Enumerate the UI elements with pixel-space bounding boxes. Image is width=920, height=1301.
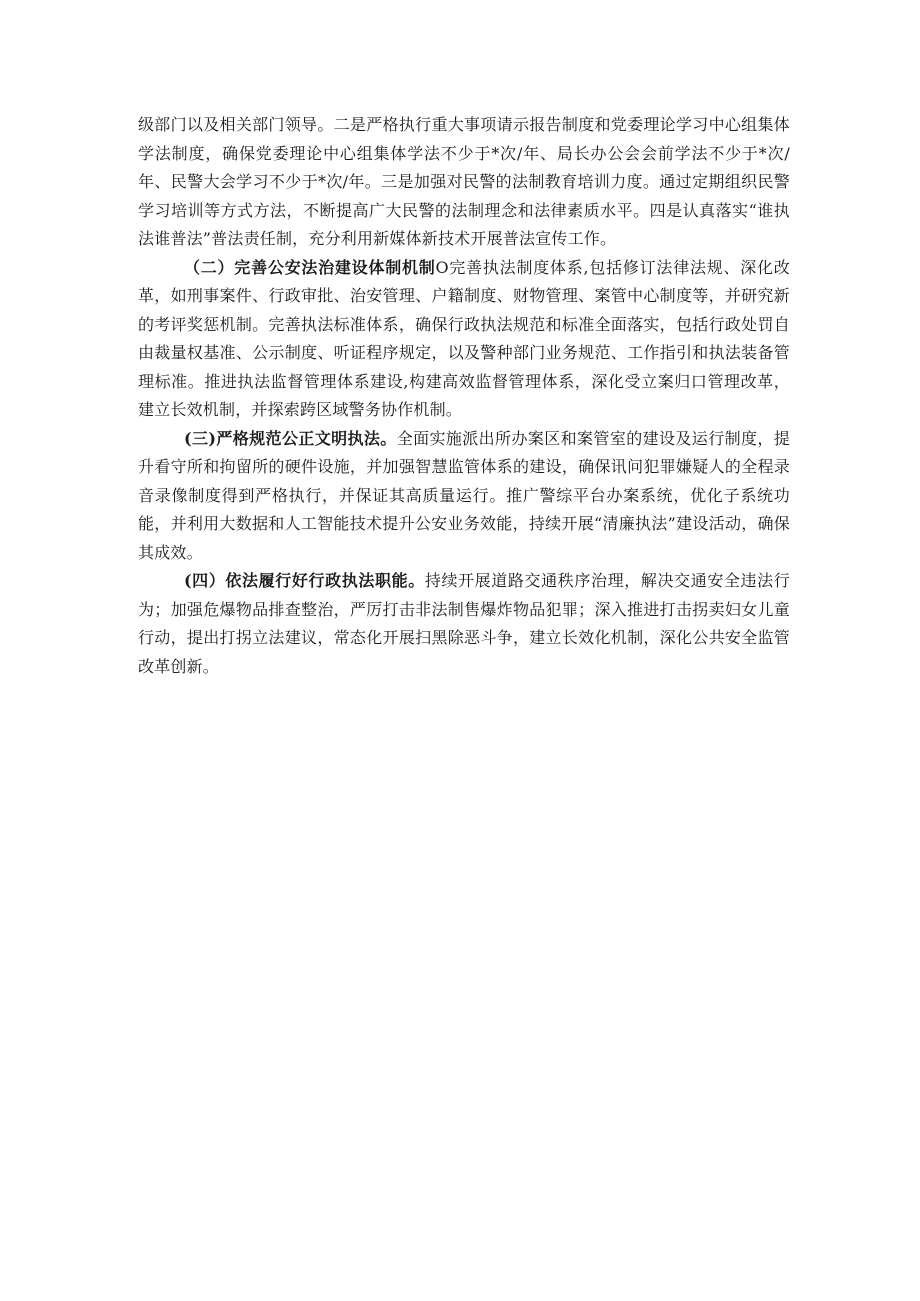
section-heading: （二）完善公安法治建设体制机制 [184,257,436,277]
section-heading: (三)严格规范公正文明执法。 [184,428,397,448]
paragraph-text: 级部门以及相关部门领导。二是严格执行重大事项请示报告制度和党委理论学习中心组集体学法制度，确保党委理论中心组集体学法不少于*次/年、局长办公会会前学法不少于*次/年、民警大会学习不少于*次/年。三是加强对民警的法制教育培训力度。通过定期组织民警学习培训等方式方法，不断提高广大民警的法制理念和法律素质水平。四是认真落实“谁执法谁普法”普法责任制，充分利用新媒体新技术开展普法宣传工作。 [138,115,790,248]
paragraph-section-4 [138,567,790,681]
paragraph-text: 持续开展道路交通秩序治理，解决交通安全违法行为；加强危爆物品排查整治，严厉打击非法制售爆炸物品犯罪；深入推进打击拐卖妇女儿童行动，提出打拐立法建议，常态化开展扫黑除恶斗争，建立长效化机制，深化公共安全监管改革创新。 [138,571,790,676]
paragraph-text: 全面实施派出所办案区和案管室的建设及运行制度，提升看守所和拘留所的硬件设施，并加强智慧监管体系的建设，确保讯问犯罪嫌疑人的全程录音录像制度得到严格执行，并保证其高质量运行。推广警综平台办案系统，优化子系统功能，并利用大数据和人工智能技术提升公安业务效能，持续开展“清廉执法”建设活动，确保其成效。 [138,428,790,562]
paragraph-section-3 [138,425,790,568]
section-heading: (四）依法履行好行政执法职能。 [184,571,425,590]
paragraph-section-2 [138,254,790,425]
paragraph-continuation [138,111,790,254]
document-page [138,111,790,681]
paragraph-text: O完善执法制度体系,包括修订法律法规、深化改革，如刑事案件、行政审批、治安管理、户籍制度、财物管理、案管中心制度等，并研究新的考评奖惩机制。完善执法标准体系，确保行政执法规范和标准全面落实，包括行政处罚自由裁量权基准、公示制度、听证程序规定，以及警种部门业务规范、工作指引和执法装备管理标准。推进执法监督管理体系建设,构建高效监督管理体系，深化受立案归口管理改革，建立长效机制，并探索跨区域警务协作机制。 [138,257,790,419]
